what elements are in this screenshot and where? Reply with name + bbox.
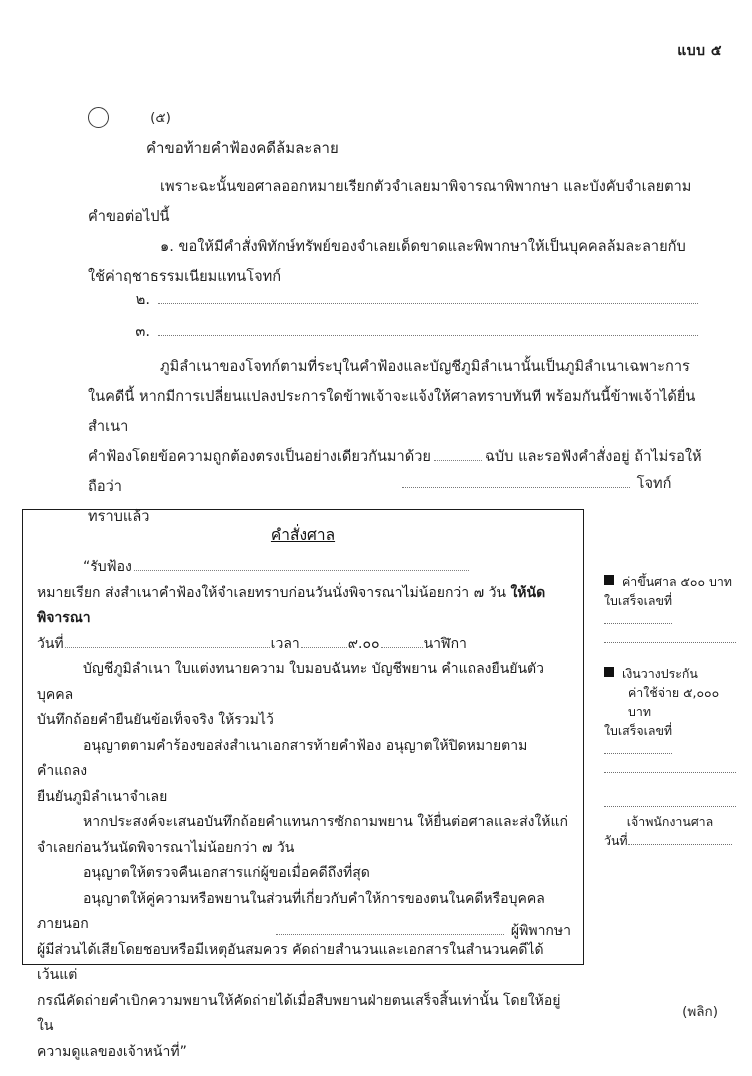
order-time-label: เวลา [270,635,300,652]
domicile-line-4: ทราบแล้ว [88,508,150,525]
deposit-sub-label: ค่าใช้จ่าย ๕,๐๐๐ บาท [628,685,720,719]
request-item-3-label: ๓. [135,323,150,340]
judge-signature-label: ผู้พิพากษา [510,923,571,939]
order-copying-line-1: อนุญาตให้คู่ความหรือพยานในส่วนที่เกี่ยวกับคำให้การของตนในคดีหรือบุคคลภายนอก [37,890,545,932]
order-testimony-line-2: จำเลยก่อนวันนัดพิจารณาไม่น้อยกว่า ๗ วัน [37,839,295,856]
request-item-2 [88,288,716,311]
request-item-3 [88,320,716,343]
request-item-1 [88,232,716,292]
judge-signature-line [37,920,571,942]
court-order-title: คำสั่งศาล [270,526,336,544]
checkbox-deposit[interactable] [604,667,614,677]
document-heading-row [88,106,688,128]
request-item-2-label: ๒. [135,291,150,308]
intro-paragraph [88,172,716,232]
copies-count-blank[interactable] [434,447,482,461]
order-permission-line-1: อนุญาตตามคำร้องขอส่งสำเนาเอกสารท้ายคำฟ้อง อนุญาตให้ปิดหมายตามคำแถลง [37,737,528,779]
judge-signature-blank[interactable] [276,920,504,935]
officer-date-label: วันที่ [604,833,628,848]
form-code-label: แบบ ๕ [677,43,722,59]
order-time-value: ๙.๐๐ [347,635,380,652]
fee-column [604,572,736,794]
order-testimony-line-1: หากประสงค์จะเสนอบันทึกถ้อยคำแทนการซักถามพยาน ให้ยื่นต่อศาลและส่งให้แก่ [83,814,569,830]
deposit-receipt-label: ใบเสร็จเลขที่ [604,723,673,738]
court-fee-block [604,572,736,648]
plaintiff-signature-blank[interactable] [402,473,630,488]
court-fee-extra-blank[interactable] [604,630,736,643]
order-accept-blank[interactable] [134,557,469,571]
domicile-paragraph [88,352,716,532]
request-item-2-blank[interactable] [158,289,698,304]
plaintiff-signature-line [400,472,700,495]
checkbox-court-fee[interactable] [604,575,614,585]
plaintiff-signature-label: โจทก์ [636,475,672,492]
order-copying-line-2: ผู้มีส่วนได้เสียโดยชอบหรือมีเหตุอันสมควร คัดถ่ายสำนวนและเอกสารในสำนวนคดีได้ เว้นแต่ [37,941,544,983]
order-hearing-emphasis: ให้นัดพิจารณา [37,584,546,626]
deposit-block [604,664,736,778]
order-documents-line-1: บัญชีภูมิลำเนา ใบแต่งทนายความ ใบมอบฉันทะ บัญชีพยาน คำแถลงยืนยันตัวบุคคล [37,661,545,703]
request-item-1-line-1: ๑. ขอให้มีคำสั่งพิทักษ์ทรัพย์ของจำเลยเด็ดขาดและพิพากษาให้เป็นบุคคลล้มละลายกับ [160,238,686,255]
order-time-blank-left[interactable] [301,634,347,648]
page-title: คำขอท้ายคำฟ้องคดีล้มละลาย [146,139,339,157]
court-fee-label: ค่าขึ้นศาล ๕๐๐ บาท [622,574,732,589]
court-officer-block [604,793,740,850]
intro-line-1: เพราะฉะนั้นขอศาลออกหมายเรียกตัวจำเลยมาพิจารณาพิพากษา และบังคับจำเลยตาม [160,178,692,195]
domicile-line-2: ในคดีนี้ หากมีการเปลี่ยนแปลงประการใดข้าพเจ้าจะแจ้งให้ศาลทราบทันที พร้อมกันนี้ข้าพเจ้าได้ยื่นสำเนา [88,388,696,435]
order-permission-line-2: ยืนยันภูมิลำเนาจำเลย [37,788,168,805]
form-item-number: (๕) [150,110,171,126]
officer-signature-blank[interactable] [604,794,736,807]
court-order-body [37,555,569,1065]
court-fee-receipt-blank[interactable] [604,611,672,624]
officer-date-blank[interactable] [628,832,732,845]
order-copying-line-3: กรณีคัดถ่ายคำเบิกความพยานให้คัดถ่ายได้เมื่อสืบพยานฝ่ายตนเสร็จสิ้นเท่านั้น โดยให้อยู่ใน [37,992,561,1034]
order-copying-line-4: ความดูแลของเจ้าหน้าที่” [37,1043,187,1060]
domicile-line-3a: คำฟ้องโดยข้อความถูกต้องตรงเป็นอย่างเดียวกันมาด้วย [88,448,431,465]
intro-line-2: คำขอต่อไปนี้ [88,208,170,225]
deposit-extra-blank[interactable] [604,760,736,773]
order-return-documents-line: อนุญาตให้ตรวจคืนเอกสารแก่ผู้ขอเมื่อคดีถึงที่สุด [83,865,370,881]
court-order-box [22,509,584,1060]
deposit-receipt-blank[interactable] [604,741,672,754]
domicile-line-3b: ฉบับ และรอฟังคำสั่งอยู่ ถ้าไม่รอให้ถือว่า [88,448,702,495]
order-time-blank-right[interactable] [381,634,423,648]
deposit-label: เงินวางประกัน [622,666,698,681]
circle-marker-icon [88,107,109,128]
order-documents-line-2: บันทึกถ้อยคำยืนยันข้อเท็จจริง ให้รวมไว้ [37,712,274,728]
order-time-unit: นาฬิกา [423,635,467,652]
domicile-line-1: ภูมิลำเนาของโจทก์ตามที่ระบุในคำฟ้องและบัญชีภูมิลำเนานั้นเป็นภูมิลำเนาเฉพาะการ [160,358,690,375]
order-accept-label: “รับฟ้อง [83,559,132,575]
request-item-1-line-2: ใช้ค่าฤชาธรรมเนียมแทนโจทก์ [88,268,282,285]
order-date-blank[interactable] [65,634,270,648]
order-date-label: วันที่ [37,635,64,652]
court-officer-label: เจ้าพนักงานศาล [626,814,714,829]
request-item-3-blank[interactable] [158,321,698,336]
footer-turn-over-note: (พลิก) [682,1004,718,1020]
order-summons-line: หมายเรียก ส่งสำเนาคำฟ้องให้จำเลยทราบก่อนวันนั่งพิจารณาไม่น้อยกว่า ๗ วัน [37,584,511,601]
court-fee-receipt-label: ใบเสร็จเลขที่ [604,593,673,608]
